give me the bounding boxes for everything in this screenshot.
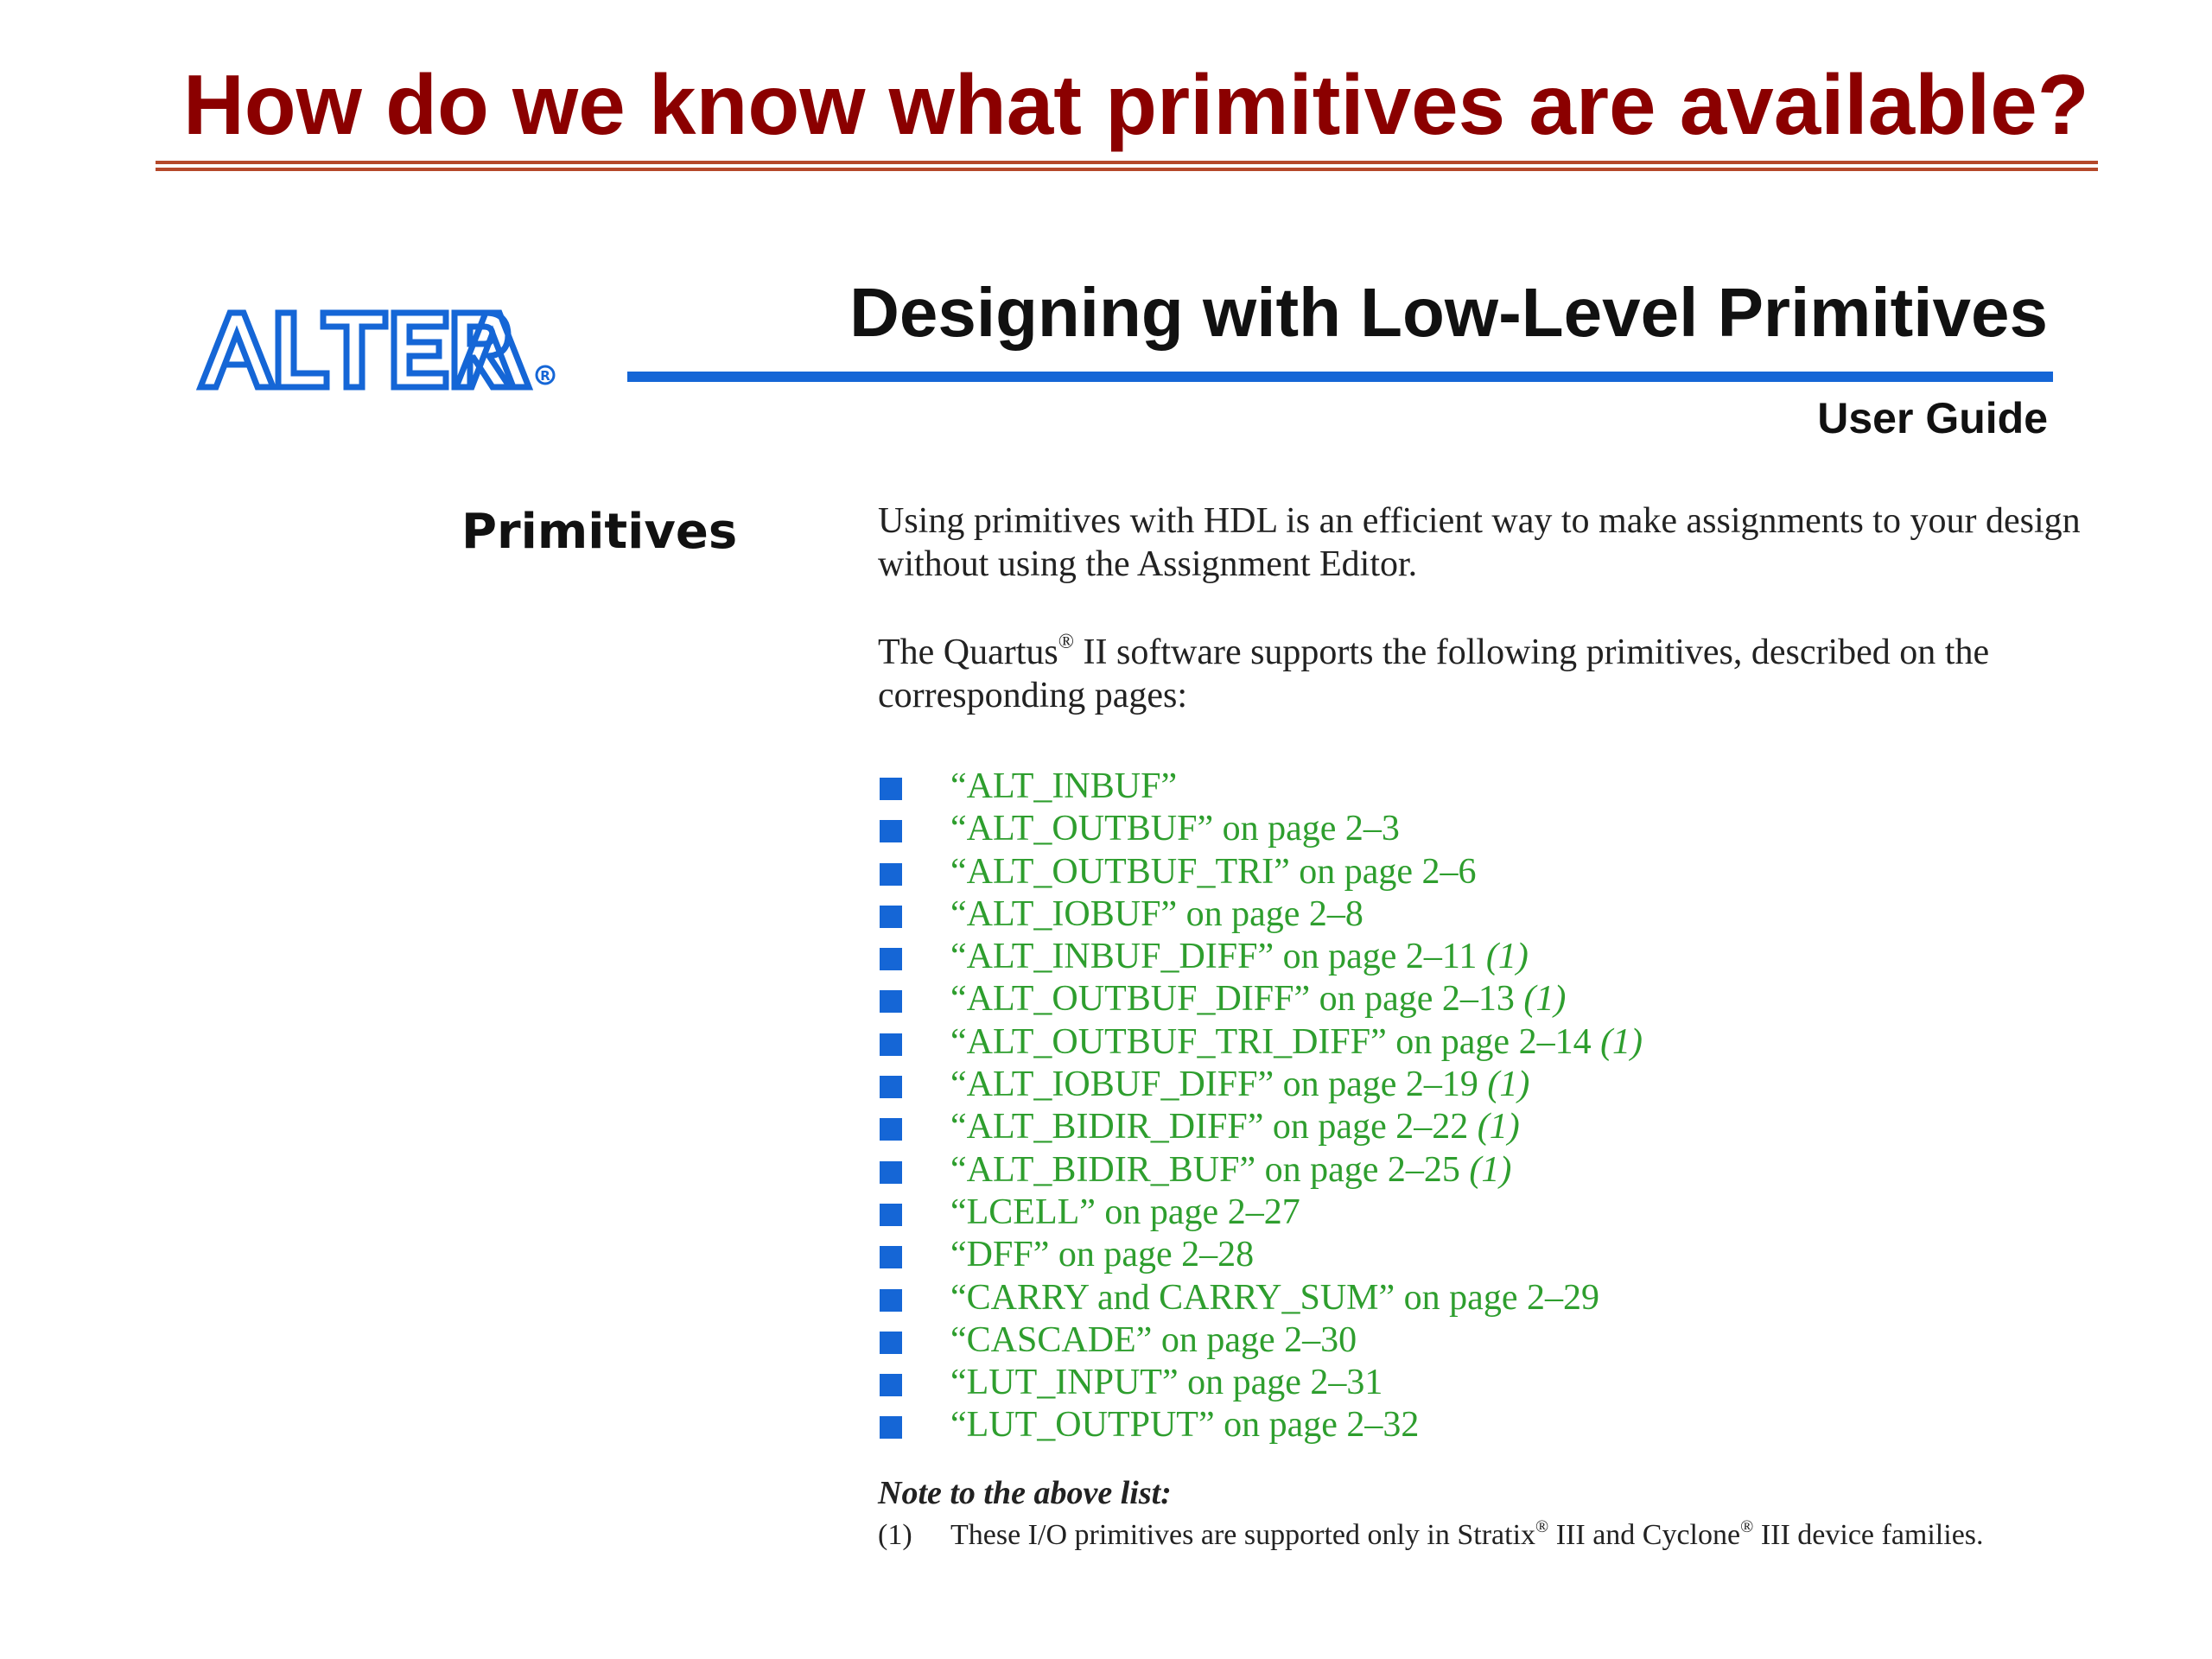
- primitive-link[interactable]: “LUT_INPUT” on page 2–31: [950, 1363, 1383, 1403]
- slide-title: How do we know what primitives are available?: [183, 57, 2089, 152]
- primitive-list-item[interactable]: [878, 1021, 2088, 1064]
- square-bullet-icon: [880, 1289, 902, 1312]
- square-bullet-icon: [880, 990, 902, 1013]
- document-title-rule: [627, 372, 2053, 382]
- primitive-list-item[interactable]: [878, 1319, 2088, 1362]
- support-paragraph: The Quartus® II software supports the following primitives, described on the corresponding pages:: [878, 631, 1990, 715]
- primitive-link[interactable]: “CARRY and CARRY_SUM” on page 2–29: [950, 1277, 1599, 1318]
- primitive-link[interactable]: “LUT_OUTPUT” on page 2–32: [950, 1405, 1420, 1446]
- primitive-list-item[interactable]: [878, 1149, 2088, 1192]
- note-title: Note to the above list:: [878, 1474, 1172, 1511]
- primitive-link[interactable]: “ALT_IOBUF_DIFF” on page 2–19: [950, 1065, 1488, 1105]
- primitive-list-item[interactable]: [878, 978, 2088, 1020]
- registered-mark: ®: [1058, 631, 1075, 653]
- square-bullet-icon: [880, 1416, 902, 1439]
- footnote-ref: (1): [1469, 1149, 1512, 1190]
- primitive-list-item[interactable]: [878, 851, 2088, 893]
- primitive-link[interactable]: “CASCADE” on page 2–30: [950, 1319, 1357, 1360]
- square-bullet-icon: [880, 948, 902, 970]
- primitive-list-item[interactable]: [878, 1106, 2088, 1148]
- footnote-ref: (1): [1477, 1107, 1520, 1147]
- footnote-ref: (1): [1600, 1021, 1643, 1062]
- square-bullet-icon: [880, 1161, 902, 1184]
- square-bullet-icon: [880, 820, 902, 842]
- altera-logo: [195, 304, 558, 394]
- primitive-link[interactable]: “ALT_OUTBUF_TRI_DIFF” on page 2–14: [950, 1021, 1601, 1062]
- intro-paragraph: Using primitives with HDL is an efficient way to make assignments to your design without using the Assignment Editor.: [878, 501, 2081, 584]
- primitive-list-item[interactable]: [878, 808, 2088, 850]
- note-item: [878, 1516, 2088, 1554]
- square-bullet-icon: [880, 1118, 902, 1141]
- square-bullet-icon: [880, 1246, 902, 1268]
- document-body: [878, 499, 2088, 1554]
- primitive-link[interactable]: “ALT_BIDIR_DIFF” on page 2–22: [950, 1107, 1478, 1147]
- primitive-link[interactable]: “ALT_OUTBUF_TRI” on page 2–6: [950, 851, 1477, 892]
- primitive-link[interactable]: “LCELL” on page 2–27: [950, 1192, 1300, 1232]
- svg-text:R: R: [540, 368, 550, 384]
- primitive-list-item[interactable]: [878, 936, 2088, 978]
- primitive-list-item[interactable]: [878, 766, 2088, 808]
- primitive-list-item[interactable]: [878, 1362, 2088, 1404]
- square-bullet-icon: [880, 1332, 902, 1354]
- square-bullet-icon: [880, 1374, 902, 1396]
- document-title: Designing with Low-Level Primitives: [849, 274, 2048, 351]
- square-bullet-icon: [880, 863, 902, 886]
- list-note: [878, 1473, 2088, 1554]
- square-bullet-icon: [880, 1076, 902, 1098]
- note-number: (1): [878, 1518, 912, 1551]
- square-bullet-icon: [880, 778, 902, 800]
- section-heading: Primitives: [461, 504, 738, 560]
- primitives-list: [878, 766, 2088, 1447]
- primitive-link[interactable]: “ALT_INBUF_DIFF” on page 2–11: [950, 937, 1486, 977]
- primitive-link[interactable]: “ALT_IOBUF” on page 2–8: [950, 893, 1363, 934]
- primitive-link[interactable]: “ALT_INBUF”: [950, 766, 1178, 806]
- footnote-ref: (1): [1523, 979, 1567, 1020]
- primitive-list-item[interactable]: [878, 1234, 2088, 1276]
- primitive-list-item[interactable]: [878, 1192, 2088, 1234]
- footnote-ref: (1): [1487, 1065, 1530, 1105]
- primitive-list-item[interactable]: [878, 1064, 2088, 1106]
- primitive-link[interactable]: “ALT_OUTBUF” on page 2–3: [950, 809, 1400, 849]
- primitive-link[interactable]: “ALT_BIDIR_BUF” on page 2–25: [950, 1149, 1470, 1190]
- primitive-link[interactable]: “ALT_OUTBUF_DIFF” on page 2–13: [950, 979, 1524, 1020]
- title-underline: [156, 161, 2098, 171]
- square-bullet-icon: [880, 1204, 902, 1226]
- footnote-ref: (1): [1485, 937, 1529, 977]
- note-text: These I/O primitives are supported only in Stratix® III and Cyclone® III device families.: [950, 1516, 1984, 1551]
- primitive-list-item[interactable]: [878, 893, 2088, 936]
- square-bullet-icon: [880, 1033, 902, 1056]
- primitive-link[interactable]: “DFF” on page 2–28: [950, 1235, 1255, 1275]
- primitive-list-item[interactable]: [878, 1277, 2088, 1319]
- document-subtitle: User Guide: [1817, 394, 2048, 442]
- square-bullet-icon: [880, 906, 902, 928]
- primitive-list-item[interactable]: [878, 1404, 2088, 1446]
